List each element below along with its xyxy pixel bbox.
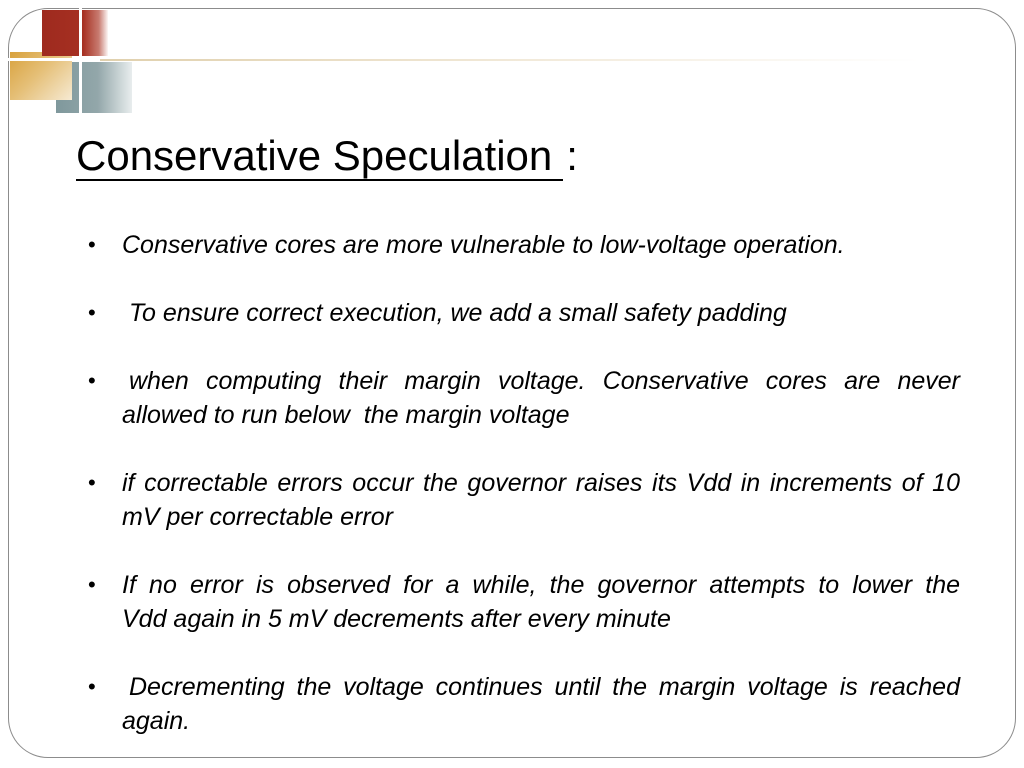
bullet-item (88, 296, 960, 330)
bullet-marker: • (88, 300, 96, 325)
slide-title-text: Conservative Speculation (76, 132, 563, 181)
corner-ornament-red-square (42, 10, 108, 56)
bullet-line: when computing their margin voltage. Conservative cores are never (129, 367, 960, 395)
bullet-marker: • (88, 674, 96, 699)
bullet-item (88, 364, 960, 432)
bullet-line: allowed to run below the margin voltage (122, 401, 570, 429)
slide-title-colon: : (566, 132, 578, 179)
bullet-line: if correctable errors occur the governor raises its Vdd in increments of 10 (122, 469, 960, 497)
bullet-item (88, 228, 960, 262)
bullet-line: Vdd again in 5 mV decrements after every minute (122, 605, 671, 633)
bullet-item (88, 466, 960, 534)
bullet-line: again. (122, 707, 191, 735)
slide-title (76, 132, 578, 180)
bullet-line: mV per correctable error (122, 503, 393, 531)
bullet-marker: • (88, 368, 96, 393)
bullet-marker: • (88, 232, 96, 257)
bullet-line: If no error is observed for a while, the governor attempts to lower the (122, 571, 960, 599)
bullet-marker: • (88, 572, 96, 597)
bullet-line: To ensure correct execution, we add a small safety padding (129, 299, 787, 327)
bullet-item (88, 670, 960, 738)
bullet-item (88, 568, 960, 636)
header-rule-line (100, 59, 920, 61)
bullet-list (88, 228, 960, 738)
bullet-line: Conservative cores are more vulnerable to low-voltage operation. (122, 231, 845, 259)
bullet-marker: • (88, 470, 96, 495)
bullet-line: Decrementing the voltage continues until the margin voltage is reached (129, 673, 960, 701)
